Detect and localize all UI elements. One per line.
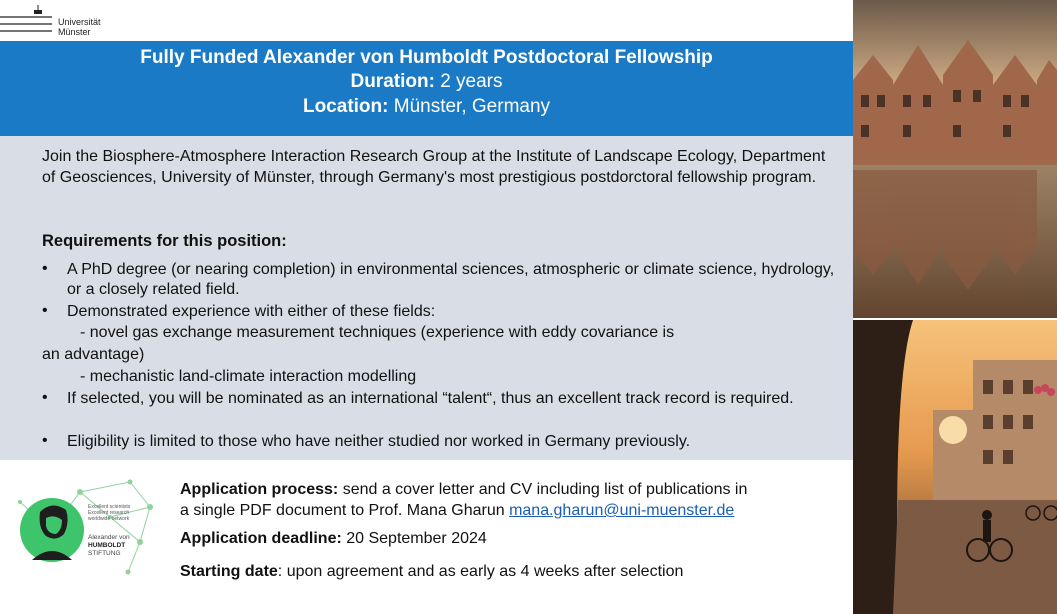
bullet-3: •: [42, 389, 48, 406]
requirements-heading: Requirements for this position:: [42, 232, 287, 250]
title-banner: [0, 41, 853, 136]
duration-line: [0, 71, 853, 93]
intro-text: Join the Biosphere-Atmosphere Interaction Research Group at the Institute of Landscape Ecology, Department of Geosciences, University of Münster, through Germany's most prestigious postdorctoral fellowship program.: [42, 148, 826, 186]
humboldt-line2: HUMBOLDT: [88, 542, 126, 549]
requirement-sub-modelling: - mechanistic land-climate interaction modelling: [80, 368, 417, 385]
photo-column: [853, 0, 1057, 614]
location-value: Münster, Germany: [388, 96, 551, 117]
application-section: [0, 460, 853, 614]
humboldt-network-icon: [10, 472, 160, 582]
application-process-text-2: a single PDF document to Prof. Mana Gharun: [180, 502, 510, 519]
requirement-talent: If selected, you will be nominated as an international “talent“, thus an excellent track record is required.: [67, 390, 794, 407]
bullet-1: •: [42, 260, 48, 277]
logo-line2: Münster: [58, 27, 91, 37]
university-name: [58, 17, 101, 37]
email-link[interactable]: mana.gharun@uni-muenster.de: [509, 502, 735, 519]
fellowship-title: Fully Funded Alexander von Humboldt Postdoctoral Fellowship: [140, 47, 713, 68]
bullet-4: •: [42, 432, 48, 449]
location-label: Location:: [302, 96, 389, 117]
muenster-reflection-photo: [853, 0, 1057, 318]
starting-date-label: Starting date: [180, 563, 278, 580]
requirement-experience: Demonstrated experience with either of these fields:: [67, 303, 436, 320]
humboldt-line3: STIFTUNG: [88, 550, 121, 557]
requirement-sub-gas-exchange-cont: an advantage): [42, 346, 145, 363]
deadline-value: 20 September 2024: [341, 530, 487, 547]
humboldt-name: [88, 534, 130, 558]
application-deadline: [180, 528, 487, 549]
application-process-label: Application process:: [180, 481, 339, 498]
logo-line1: Universität: [58, 17, 101, 27]
starting-date-value: : upon agreement and as early as 4 weeks after selection: [277, 563, 684, 580]
location-line: [0, 96, 853, 118]
university-logo: [0, 4, 120, 38]
application-process-text: send a cover letter and CV including list of publications in: [338, 481, 748, 498]
requirement-sub-gas-exchange: - novel gas exchange measurement techniques (experience with eddy covariance is: [80, 324, 675, 341]
university-logo-icon: [0, 4, 56, 38]
muenster-street-photo: [853, 320, 1057, 614]
bullet-2: •: [42, 302, 48, 319]
application-process: [180, 479, 747, 521]
duration-label: Duration:: [350, 71, 435, 92]
requirement-eligibility: Eligibility is limited to those who have neither studied nor worked in Germany previously.: [67, 433, 691, 450]
starting-date: [180, 561, 683, 582]
description-panel: [0, 136, 853, 460]
requirement-phd: A PhD degree (or nearing completion) in environmental sciences, atmospheric or climate science, hydrology, or a closely related field.: [67, 261, 835, 298]
humboldt-line1: Alexander von: [88, 534, 130, 541]
duration-value: 2 years: [434, 71, 503, 92]
humboldt-logo: [10, 472, 160, 582]
deadline-label: Application deadline:: [180, 530, 342, 547]
humboldt-tagline: Excellent scientists Excellent research worldwide network: [88, 504, 131, 522]
